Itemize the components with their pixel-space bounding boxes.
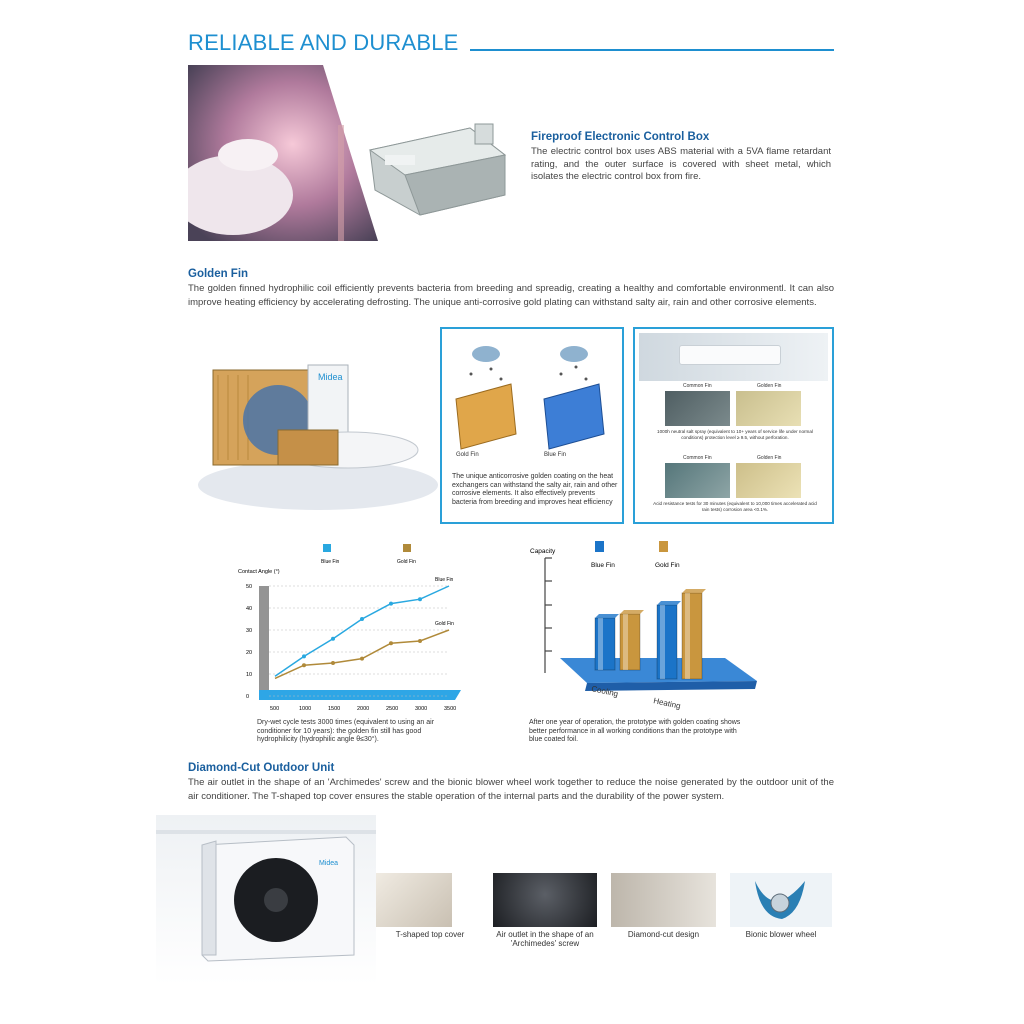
data-point — [302, 654, 306, 658]
category-label-heating: Heating — [652, 696, 682, 711]
x-axis-bar — [259, 690, 461, 700]
bar-top — [620, 610, 644, 614]
legend-swatch-gold — [403, 544, 411, 552]
data-point — [360, 657, 364, 661]
bar-highlight — [598, 618, 603, 670]
feature-image-blower-wheel — [730, 873, 832, 927]
corrosion-caption-2: Acid resistance tests for 30 minutes (equivalent to 10,000 times accelerated acid rain tests) corrosion area <0.1%. — [653, 501, 817, 512]
legend-label-blue: Blue Fin — [321, 559, 340, 565]
golden-fin-label-2: Golden Fin — [757, 455, 782, 461]
feature-image-top-cover — [376, 873, 452, 927]
data-point — [389, 602, 393, 606]
fin-panel-text: The unique anticorrosive golden coating on the heat exchangers can withstand the salty air, rain and other corrosive elements. It also effectively prevents bacteria from breeding and improves heat efficiency — [452, 473, 618, 506]
common-fin-sample-2 — [665, 463, 730, 498]
golden-fin-label-1: Golden Fin — [757, 383, 782, 389]
legend-swatch — [595, 541, 604, 552]
feature-label-blower-wheel: Bionic blower wheel — [745, 930, 817, 939]
common-fin-sample-1 — [665, 391, 730, 426]
fireproof-title: Fireproof Electronic Control Box — [531, 131, 710, 143]
bar-top — [682, 589, 706, 593]
y-axis-bar — [259, 586, 269, 696]
bar-highlight — [660, 605, 665, 679]
line-chart-ylabel: Contact Angle (°) — [238, 569, 280, 575]
midea-logo-text: Midea — [318, 372, 343, 382]
indoor-unit-photo — [639, 333, 828, 381]
contact-angle-line-chart — [235, 538, 475, 718]
common-fin-label-1: Common Fin — [683, 383, 712, 389]
x-tick-label: 500 — [270, 706, 280, 712]
outdoor-unit-photo — [156, 815, 376, 985]
page-title: RELIABLE AND DURABLE — [188, 30, 459, 55]
hero-photo — [188, 65, 378, 241]
y-tick-label: 20 — [246, 650, 253, 656]
bar-chart-ylabel: Capacity — [530, 548, 556, 555]
ac-cutaway-image — [188, 335, 440, 515]
diamond-body: The air outlet in the shape of an 'Archimedes' screw and the bionic blower wheel work together to reduce the noise generated by the outdoor unit of the air conditioner. The T-shaped top cover ensures the stable operation of the internal parts and the durability of the power system. — [188, 777, 834, 802]
control-box-image — [360, 110, 520, 220]
capacity-bar-chart — [525, 533, 765, 718]
fireproof-body: The electric control box uses ABS material with a 5VA flame retardant rating, and the outer surface is covered with sheet metal, which isolates the electric control box from fire. — [531, 146, 831, 182]
y-tick-label: 30 — [246, 628, 253, 634]
x-tick-label: 3000 — [415, 706, 428, 712]
legend-label: Blue Fin — [591, 562, 615, 569]
bar-top — [595, 614, 619, 618]
corrosion-test-panel — [633, 327, 834, 524]
series-end-label: Blue Fin — [435, 577, 454, 583]
x-tick-label: 1000 — [299, 706, 312, 712]
x-tick-label: 3500 — [444, 706, 457, 712]
data-point — [418, 639, 422, 643]
bar-highlight — [623, 614, 628, 670]
golden-fin-sample-1 — [736, 391, 801, 426]
title-underline — [470, 49, 834, 51]
golden-fin-sample-2 — [736, 463, 801, 498]
feature-label-diamond-cut: Diamond-cut design — [627, 930, 700, 939]
diamond-title: Diamond-Cut Outdoor Unit — [188, 762, 335, 774]
data-point — [331, 637, 335, 641]
data-point — [302, 663, 306, 667]
feature-image-air-outlet — [493, 873, 597, 927]
outdoor-logo-text: Midea — [319, 860, 339, 867]
data-point — [389, 641, 393, 645]
bar-top — [657, 601, 681, 605]
golden-fin-title: Golden Fin — [188, 268, 249, 280]
series-end-label: Gold Fin — [435, 621, 454, 627]
series-line — [275, 630, 449, 678]
line-chart-caption: Dry-wet cycle tests 3000 times (equivalent to using an air conditioner for 10 years): the golden fin still has good hydrophilicity (hydrophilic angle θ≤30°). — [257, 719, 435, 743]
x-tick-label: 1500 — [328, 706, 341, 712]
fin-illustration — [446, 339, 622, 454]
y-tick-label: 40 — [246, 606, 253, 612]
bar-chart-caption: After one year of operation, the prototype with golden coating shows better performance in all working conditions than the prototype with blue coated foil. — [529, 719, 741, 743]
data-point — [360, 617, 364, 621]
y-tick-label: 0 — [246, 694, 250, 700]
data-point — [331, 661, 335, 665]
blue-fin-label: Blue Fin — [544, 452, 567, 458]
data-point — [418, 597, 422, 601]
feature-image-diamond-cut — [611, 873, 716, 927]
x-tick-label: 2000 — [357, 706, 370, 712]
legend-swatch — [659, 541, 668, 552]
legend-label: Gold Fin — [655, 562, 680, 569]
golden-fin-body: The golden finned hydrophilic coil efficiently prevents bacteria from breeding and spreadig, creating a healthy and comfortable environmentl. It can also improve heating efficiency by accelerating defrosting. The unique anti-corrosive gold plating can withstand salty air, rain and other corrosive elements. — [188, 283, 834, 308]
corrosion-caption-1: 1000h neutral salt spray (equivalent to 10+ years of service life under normal conditions) protection level ≥ 9.5, without perforation. — [657, 429, 813, 440]
y-tick-label: 10 — [246, 672, 253, 678]
series-line — [275, 586, 449, 676]
y-tick-label: 50 — [246, 584, 253, 590]
common-fin-label-2: Common Fin — [683, 455, 712, 461]
legend-label-gold: Gold Fin — [397, 559, 416, 565]
gold-fin-label: Gold Fin — [456, 452, 479, 458]
feature-label-top-cover: T-shaped top cover — [395, 930, 465, 939]
fin-comparison-panel — [440, 327, 624, 524]
x-tick-label: 2500 — [386, 706, 399, 712]
legend-swatch-blue — [323, 544, 331, 552]
feature-label-air-outlet: Air outlet in the shape of an 'Archimedes' screw — [496, 930, 594, 948]
bar-highlight — [685, 593, 690, 679]
category-label-cooling: Cooling — [590, 684, 620, 699]
